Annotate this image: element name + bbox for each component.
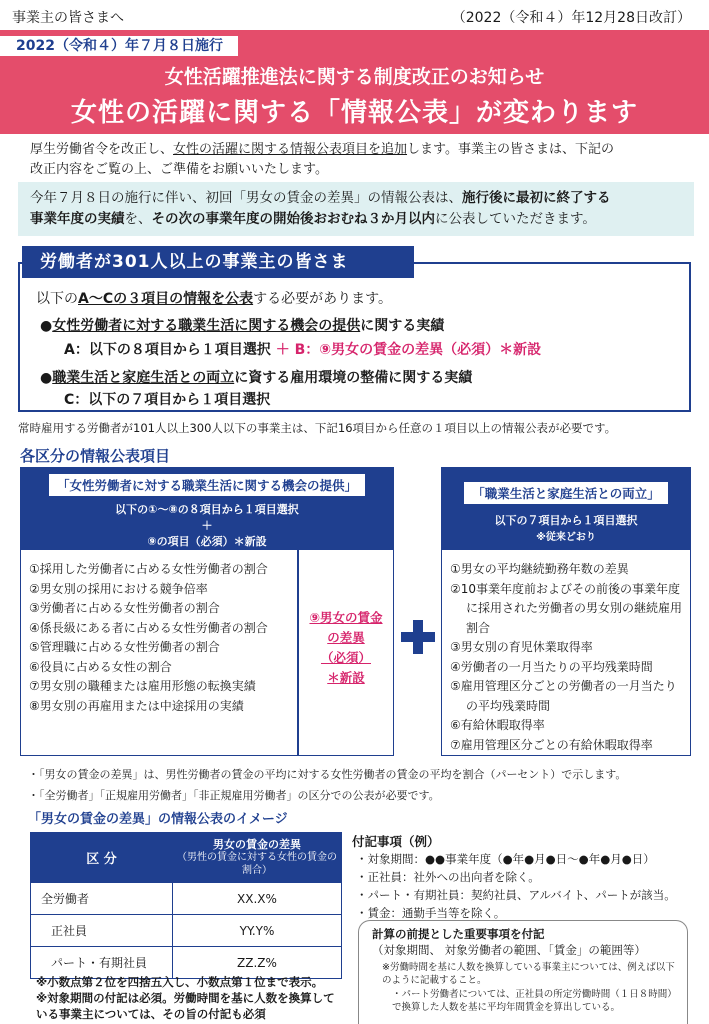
requirement-line <box>36 288 392 308</box>
list-item: ②男女別の採用における競争倍率 <box>29 581 208 596</box>
opportunity-box-instruction: 以下の①～⑧の８項目から１項目選択 <box>115 503 299 516</box>
intro-text-b: します。事業主の皆さまは、下記の <box>407 142 614 157</box>
image-title: 「男女の賃金の差異」の情報公表のイメージ <box>28 812 288 827</box>
list-item: ・賃金：通勤手当等を除く。 <box>356 906 506 920</box>
balance-box <box>441 467 691 756</box>
effective-date-tag: 2022（令和４）年７月８日施行 <box>0 34 240 58</box>
important-matters-note: ※労働時間を基に人数を換算している事業主については、例えば以下のように記載すること。 <box>382 962 675 986</box>
notice-text: に公表していただきます。 <box>435 211 596 227</box>
medium-employer-note: 常時雇用する労働者が101人以上300人以下の事業主は、下記16項目から任意の１項目以上の情報公表が必要です。 <box>18 421 617 435</box>
list-item: ①男女の平均継続勤務年数の差異 <box>450 562 629 576</box>
balance-box-note: ※従来どおり <box>536 532 596 543</box>
opportunity-box-required: ⑨の項目（必須）＊新設 <box>147 535 267 548</box>
bullet-opportunity <box>40 315 444 335</box>
intro-text-c: 改正内容をご覧の上、ご準備をお願いいたします。 <box>30 162 328 177</box>
subtitle: 女性活躍推進法に関する制度改正のお知らせ <box>164 66 545 88</box>
list-item: ・パート・有期社員：契約社員、アルバイト、パートが該当。 <box>356 888 676 902</box>
table-note-period: ※対象期間の付記は必須。労働時間を基に人数を換算している事業主については、その旨の付記も必須 <box>36 991 335 1021</box>
opportunity-box <box>20 467 394 756</box>
header-main: 男女の賃金の差異 <box>213 838 301 851</box>
item-b-text: ＋ B：⑨男女の賃金の差異（必須）＊新設 <box>275 342 542 358</box>
list-item: ③男女別の育児休業取得率 <box>450 640 593 654</box>
table-cell-label: パート・有期社員 <box>31 947 173 979</box>
table-row <box>31 915 342 947</box>
req-text: する必要があります。 <box>253 291 392 307</box>
note-line: ・「男女の賃金の差異」は、男性労働者の賃金の平均に対する女性労働者の賃金の平均を割合（パーセント）で示します。 <box>28 768 627 781</box>
table-cell-label: 正社員 <box>31 915 173 947</box>
section-title: 各区分の情報公表項目 <box>20 447 171 465</box>
item-a <box>64 339 541 359</box>
top-row <box>0 0 709 30</box>
notice-bold: 事業年度の実績 <box>30 211 125 227</box>
wage-gap-table <box>30 832 342 979</box>
intro-paragraph <box>30 140 690 180</box>
notice-bold: 施行後に最初に終了する <box>462 190 611 206</box>
list-item: ⑦雇用管理区分ごとの有給休暇取得率 <box>450 737 653 752</box>
opportunity-box-title: 「女性労働者に対する職業生活に関する機会の提供」 <box>49 474 365 496</box>
opportunity-items <box>29 560 295 716</box>
new-item-line: ⑨男女の賃金 <box>309 610 383 625</box>
item-a-text: A：以下の８項目から１項目選択 <box>64 342 271 358</box>
table-header-wage-gap <box>173 833 342 883</box>
list-item: ⑦男女別の職種または雇用形態の転換実績 <box>29 679 256 693</box>
list-item: ④労働者の一月当たりの平均残業時間 <box>450 659 653 674</box>
balance-box-instruction: 以下の７項目から１項目選択 <box>494 514 638 527</box>
opportunity-box-header <box>21 468 393 550</box>
notice-bold: その次の事業年度の開始後おおむね３か月以内 <box>151 211 435 227</box>
plus-sign: ＋ <box>201 519 213 532</box>
list-item: ⑥役員に占める女性の割合 <box>29 659 172 674</box>
important-matters-sub: （対象期間、 対象労働者の範囲、「賃金」の範囲等） <box>372 943 646 957</box>
list-item: ③労働者に占める女性労働者の割合 <box>29 601 220 615</box>
item-c: C：以下の７項目から１項目選択 <box>64 392 271 408</box>
audience-label: 事業主の皆さまへ <box>12 10 124 26</box>
table-cell-value: YY.Y% <box>173 915 342 947</box>
list-item: ⑤雇用管理区分ごとの労働者の一月当たりの平均残業時間 <box>450 679 677 713</box>
table-note-rounding: ※小数点第２位を四捨五入し、小数点第１位まで表示。 <box>36 975 324 989</box>
balance-box-title: 「職業生活と家庭生活との両立」 <box>464 482 668 504</box>
bullet-mark: ● <box>40 370 53 386</box>
balance-items <box>450 560 686 755</box>
intro-text-a: 厚生労働省令を改正し、 <box>30 142 174 157</box>
new-item-line: の差異 <box>327 630 365 645</box>
table-cell-label: 全労働者 <box>31 883 173 915</box>
important-matters-note: ・パート労働者については、正社員の所定労働時間（１日８時間）で換算した人数を基に平均年間賃金を算出している。 <box>392 989 677 1013</box>
list-item: ④係長級にある者に占める女性労働者の割合 <box>29 620 268 635</box>
new-item-line: （必須） <box>320 650 371 665</box>
list-item: ②10事業年度前およびその前後の事業年度に採用された労働者の男女別の継続雇用割合 <box>450 581 683 635</box>
main-title: 女性の活躍に関する「情報公表」が変わります <box>70 98 638 128</box>
wage-gap-notes <box>28 764 626 806</box>
supplementary-items <box>356 850 676 922</box>
list-item: ・正社員：社外への出向者を除く。 <box>356 870 540 884</box>
list-item: ①採用した労働者に占める女性労働者の割合 <box>29 562 268 576</box>
list-item: ⑧男女別の再雇用または中途採用の実績 <box>29 698 244 713</box>
plus-icon <box>413 620 423 654</box>
list-item: ・対象期間：●●事業年度（●年●月●日～●年●月●日） <box>356 852 655 866</box>
bullet-text: に関する実績 <box>360 318 445 334</box>
balance-box-header <box>442 468 690 550</box>
bullet-balance <box>40 367 472 387</box>
header-sub: （男性の賃金に対する女性の賃金の割合） <box>177 852 337 876</box>
large-employer-banner: 労働者が301人以上の事業主の皆さま <box>22 246 414 278</box>
list-item: ⑤管理職に占める女性労働者の割合 <box>29 640 220 654</box>
note-line: ・「全労働者」「正規雇用労働者」「非正規雇用労働者」の区分での公表が必要です。 <box>28 789 440 802</box>
bullet-text: に資する雇用環境の整備に関する実績 <box>234 370 473 386</box>
table-header-category: 区 分 <box>31 833 173 883</box>
new-item-wage-gap <box>299 608 393 688</box>
schedule-notice <box>18 182 694 236</box>
supplementary-title: 付記事項（例） <box>352 834 440 849</box>
table-row <box>31 883 342 915</box>
table-cell-value: ZZ.Z% <box>173 947 342 979</box>
bullet-highlight: 女性労働者に対する職業生活に関する機会の提供 <box>52 318 361 334</box>
notice-text: 今年７月８日の施行に伴い、初回「男女の賃金の差異」の情報公表は、 <box>30 190 462 206</box>
important-matters-title: 計算の前提とした重要事項を付記 <box>372 927 545 941</box>
notice-text: を、 <box>124 211 152 227</box>
new-item-line: ＊新設 <box>327 670 365 685</box>
intro-highlight: 女性の活躍に関する情報公表項目を追加 <box>173 142 408 157</box>
req-highlight: A～Cの３項目の情報を公表 <box>78 291 254 307</box>
bullet-mark: ● <box>40 318 53 334</box>
bullet-highlight: 職業生活と家庭生活との両立 <box>52 370 235 386</box>
table-cell-value: XX.X% <box>173 883 342 915</box>
list-item: ⑥有給休暇取得率 <box>450 718 545 732</box>
revision-date: （2022（令和４）年12月28日改訂） <box>451 10 691 26</box>
req-text: 以下の <box>36 291 78 307</box>
